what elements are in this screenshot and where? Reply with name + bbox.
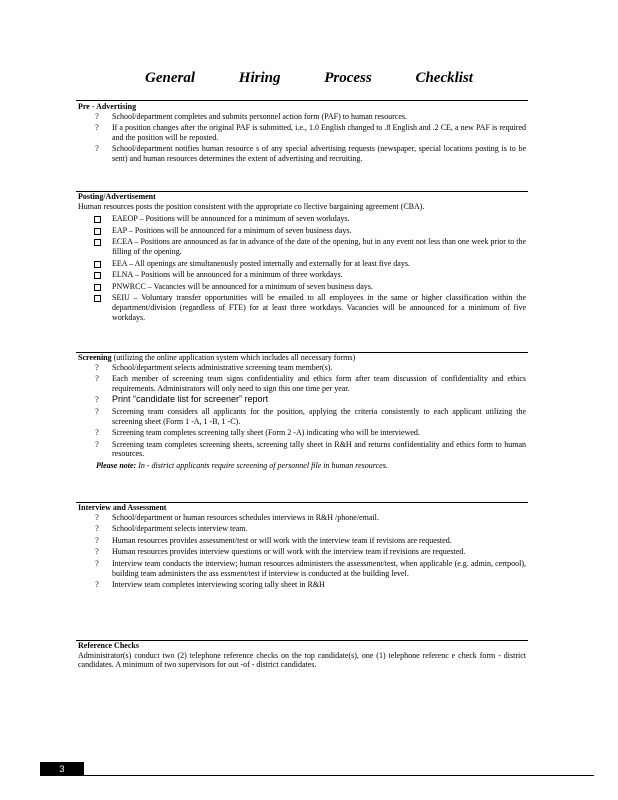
section-screening — [78, 353, 526, 471]
list-item — [78, 580, 526, 590]
item-text: Print “candidate list for screener” report — [112, 394, 269, 405]
list-item — [78, 363, 526, 373]
section-reference — [78, 641, 526, 670]
item-text: Each member of screening team signs confidentiality and ethics form after team discussion of confidentiality and ethics requirements. Administrators will only need to sign this one time per year. — [112, 374, 526, 393]
list-item — [78, 270, 526, 280]
list-item — [78, 293, 526, 322]
bullet-icon: ? — [95, 395, 99, 405]
list-item — [78, 144, 526, 163]
bullet-icon: ? — [95, 580, 99, 590]
list-item — [78, 112, 526, 122]
list-item — [78, 226, 526, 236]
list-item — [78, 513, 526, 523]
bullet-icon: ? — [95, 524, 99, 534]
checkbox-icon — [94, 216, 101, 223]
list-item — [78, 237, 526, 256]
divider — [76, 100, 528, 101]
list-item — [78, 559, 526, 578]
section-heading: Reference Checks — [78, 641, 139, 650]
section-posting — [78, 192, 526, 324]
bullet-icon: ? — [95, 547, 99, 557]
checkbox-icon — [94, 228, 101, 235]
section-interview — [78, 503, 526, 592]
list-item — [78, 536, 526, 546]
page-title: General Hiring Process Checklist — [145, 70, 473, 86]
item-text: EAEOP – Positions will be announced for a minimum of seven workdays. — [112, 214, 350, 224]
screening-note — [78, 461, 526, 471]
item-text: EEA – All openings are simultaneously posted internally and externally for at least five days. — [112, 258, 410, 268]
section-heading: Interview and Assessment — [78, 503, 167, 512]
item-text: School/department completes and submits personnel action form (PAF) to human resources. — [112, 111, 407, 121]
bullet-icon: ? — [95, 439, 99, 449]
checkbox-icon — [94, 261, 101, 268]
item-text: Screening team considers all applicants for the position, applying the criteria consistently to each applicant utilizing the screening sheet (Form 1 -A, 1 -B, 1 -C). — [112, 406, 526, 426]
item-text: ECEA – Positions are announced as far in advance of the date of the opening, but in any event not less than one week prior to the filling of the opening. — [112, 237, 526, 256]
checkbox-icon — [94, 295, 101, 302]
item-text: School/department selects interview team. — [112, 524, 248, 534]
bullet-icon: ? — [95, 362, 99, 372]
list-item — [78, 407, 526, 426]
section-heading: Posting/Advertisement — [78, 192, 156, 201]
item-text: ELNA – Positions will be announced for a minimum of three workdays. — [112, 270, 343, 280]
list-item — [78, 428, 526, 438]
item-text: Human resources provides assessment/test or will work with the interview team if revisions are requested. — [112, 535, 452, 545]
item-text: PNWRCC – Vacancies will be announced for a minimum of seven business days. — [112, 281, 373, 291]
section-heading: Pre - Advertising — [78, 102, 137, 111]
bullet-icon: ? — [95, 512, 99, 522]
item-text: If a position changes after the original PAF is submitted, i.e., 1.0 English changed to .8 English and .2 CE, a new PAF is required and the position will be reposted. — [112, 123, 526, 142]
item-text: Human resources provides interview questions or will work with the interview team if revisions are requested. — [112, 547, 466, 557]
checkbox-icon — [94, 272, 101, 279]
bullet-icon: ? — [95, 558, 99, 568]
item-text: Screening team completes screening tally sheet (Form 2 -A) indicating who will be interviewed. — [112, 428, 420, 438]
note-label: Please note: — [96, 460, 137, 470]
bullet-icon: ? — [95, 374, 99, 384]
list-item — [78, 123, 526, 142]
item-text: Interview team conducts the interview; human resources administers the assessment/test, when applicable (e.g. admin, certpool), building team administers the ass essment/test if interview is conducted at the building level. — [112, 558, 526, 578]
bullet-icon: ? — [95, 144, 99, 154]
item-text: EAP – Positions will be announced for a minimum of seven business days. — [112, 225, 352, 235]
list-item — [78, 547, 526, 557]
item-text: School/department selects administrative screening team member(s). — [112, 362, 333, 372]
item-text: School/department notifies human resource s of any special advertising requests (newspaper, special locations posting is to be sent) and human resources determines the extent of advertising and recruiting. — [112, 144, 526, 163]
section-text: Administrator(s) conduct two (2) telephone reference checks on the top candidate(s), one (1) telephone referenc e check form - district candidates. A minimum of two supervisors for out -of - district candidates. — [78, 650, 526, 670]
section-pre-advertising — [78, 102, 526, 166]
bullet-icon: ? — [95, 123, 99, 133]
section-heading: Screening — [78, 353, 112, 362]
item-text: School/department or human resources schedules interviews in R&H /phone/email. — [112, 512, 379, 522]
section-heading-detail: (utilizing the online application system which includes all necessary forms) — [113, 353, 356, 362]
section-intro: Human resources posts the position consistent with the appropriate co llective bargaining agreement (CBA). — [78, 201, 425, 211]
note-text: In - district applicants require screening of personnel file in human resources. — [138, 460, 388, 470]
bullet-icon: ? — [95, 428, 99, 438]
bullet-icon: ? — [95, 406, 99, 416]
list-item — [78, 259, 526, 269]
item-text: Screening team completes screening sheets, screening tally sheet in R&H and returns confidentiality and ethics form to human resources. — [112, 439, 526, 459]
checkbox-icon — [94, 284, 101, 291]
checkbox-icon — [94, 239, 101, 246]
bullet-icon: ? — [95, 111, 99, 121]
list-item — [78, 282, 526, 292]
list-item — [78, 440, 526, 459]
list-item — [78, 374, 526, 393]
list-item — [78, 395, 526, 405]
footer-rule — [84, 775, 594, 776]
page-number: 3 — [40, 762, 84, 776]
item-text: SEIU – Voluntary transfer opportunities will be emailed to all employees in the same or higher classification within the department/division (regardless of FTE) for at least three workdays. Vacancies will be announced for a minimum of five workdays. — [112, 293, 526, 322]
list-item — [78, 214, 526, 224]
list-item — [78, 524, 526, 534]
item-text: Interview team completes interviewing scoring tally sheet in R&H — [112, 580, 325, 590]
bullet-icon: ? — [95, 535, 99, 545]
